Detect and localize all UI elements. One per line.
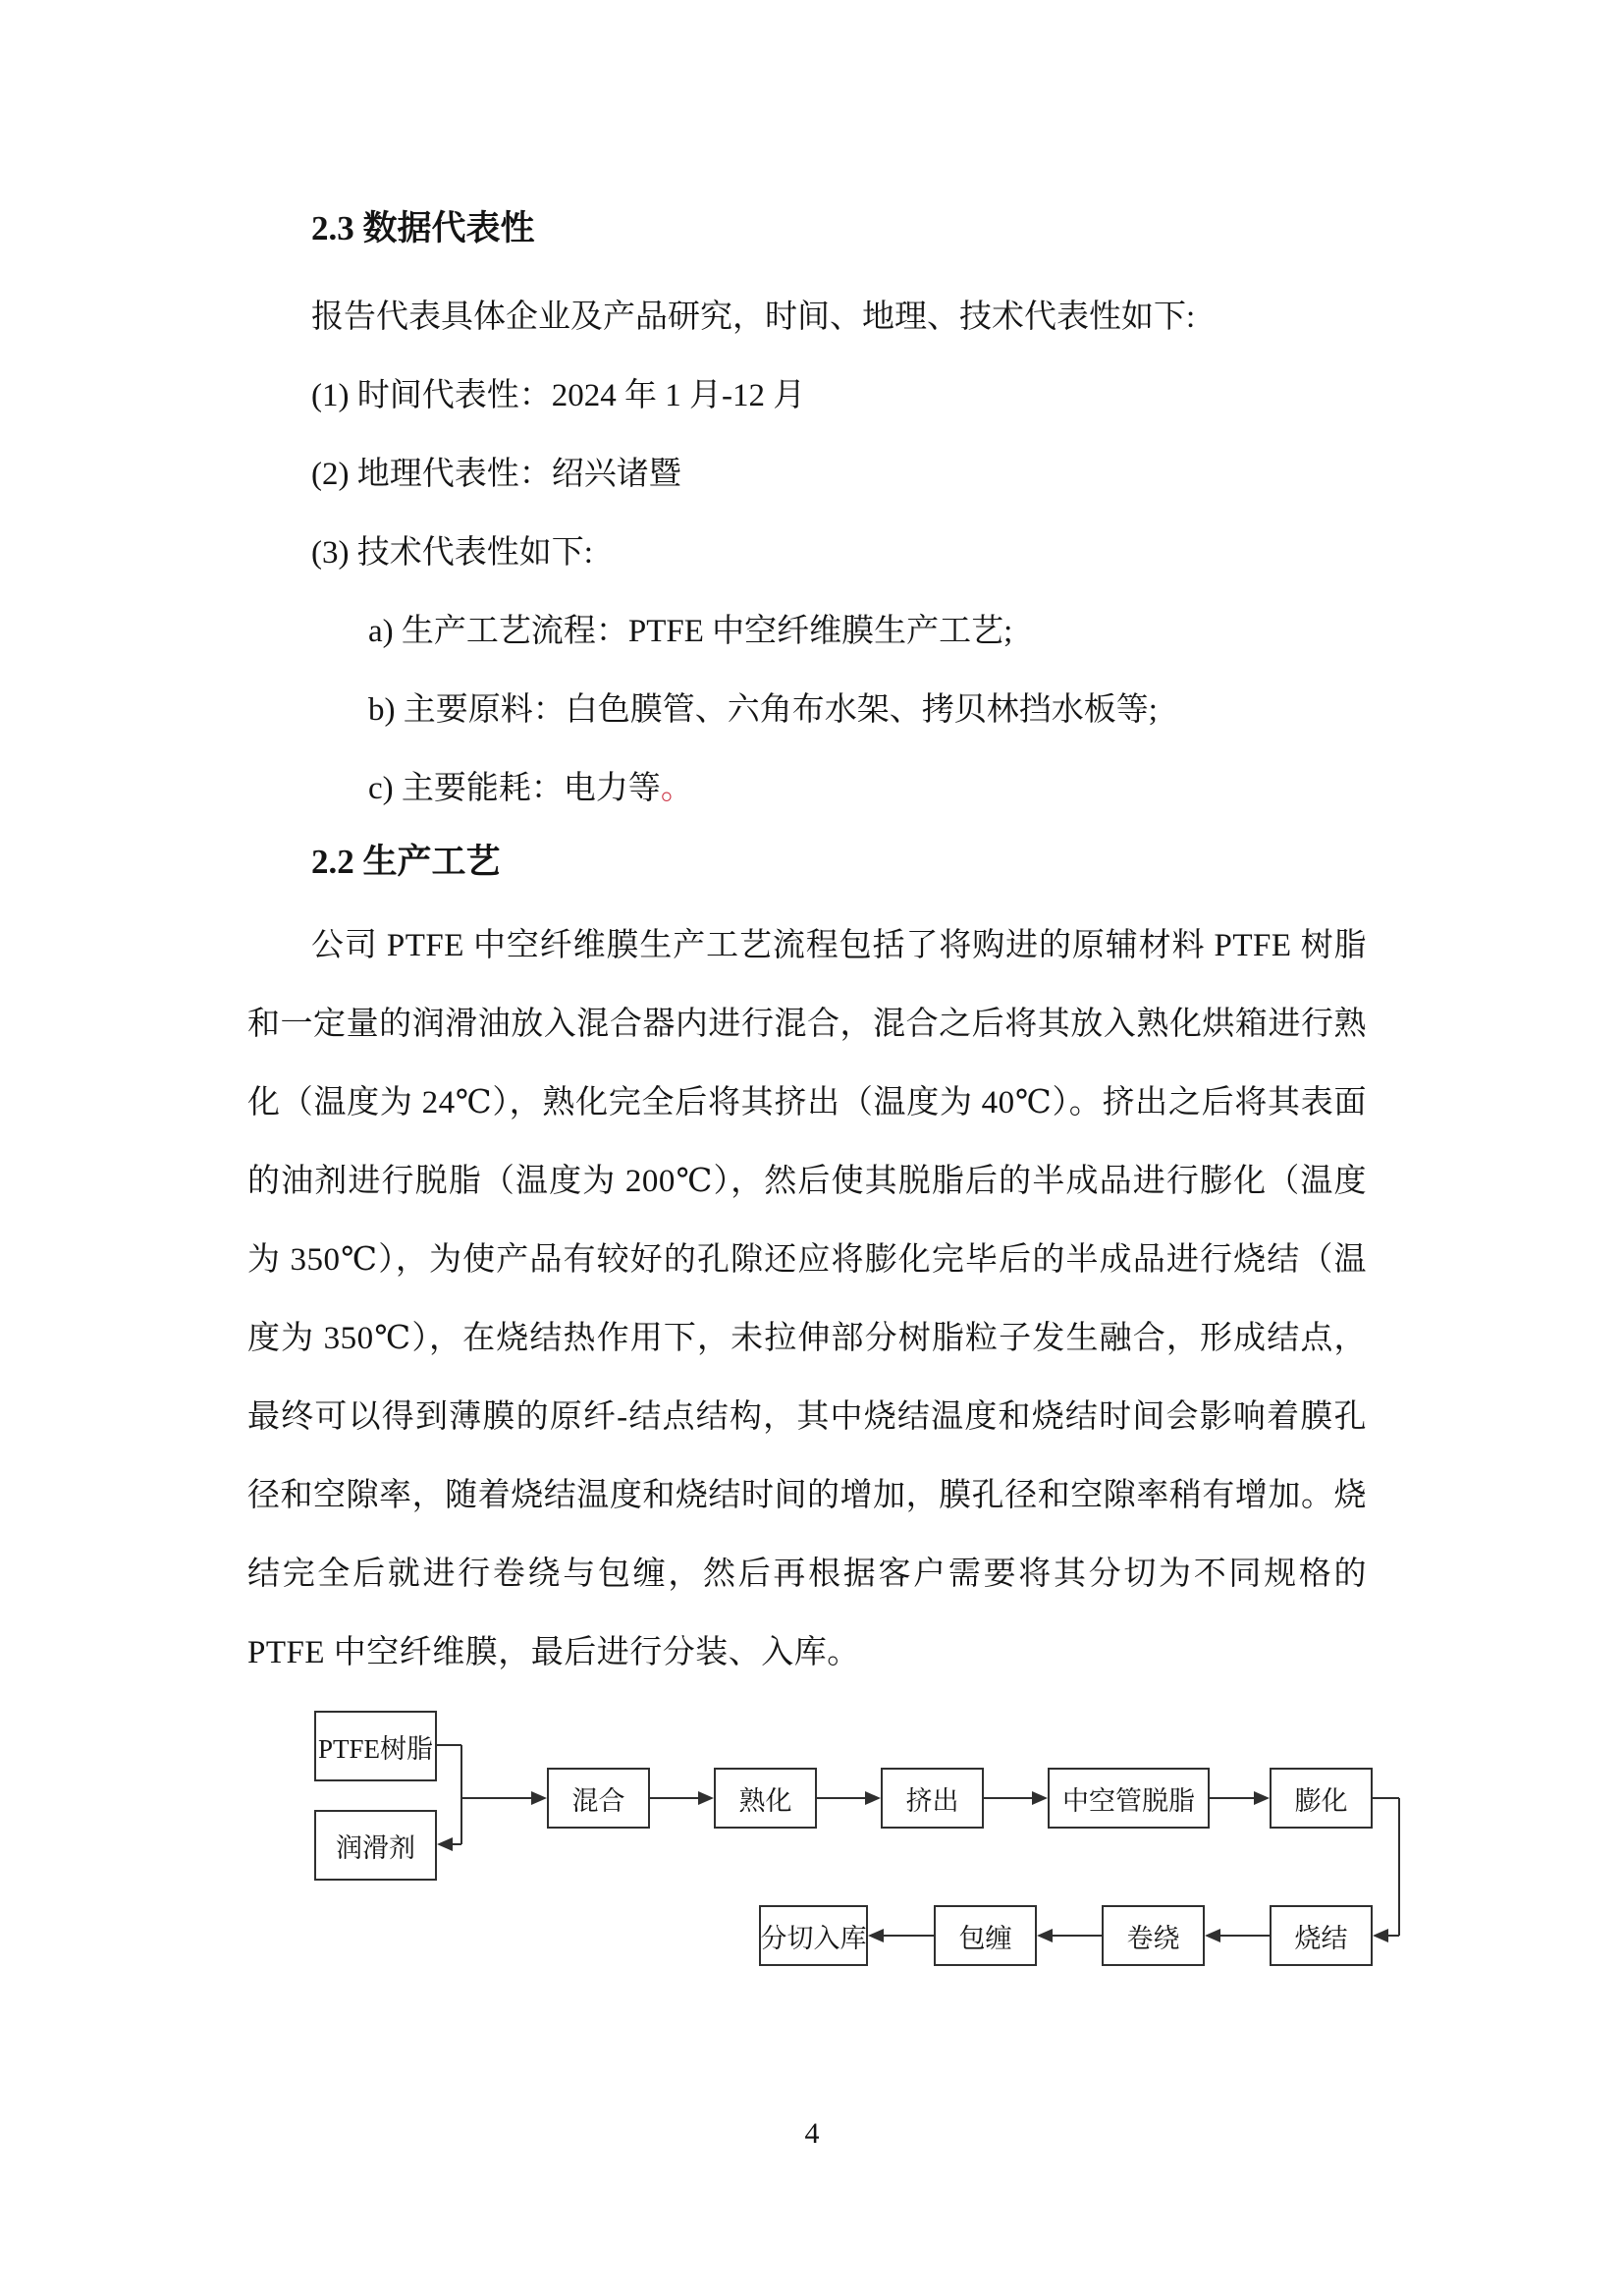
list-item-1: (1) 时间代表性：2024 年 1 月-12 月 xyxy=(311,378,806,413)
flow-node-degreasing: 中空管脱脂 xyxy=(1048,1768,1210,1829)
intro-paragraph: 报告代表具体企业及产品研究，时间、地理、技术代表性如下: xyxy=(311,300,1196,335)
arrow-degreasing-to-expansion xyxy=(1210,1791,1270,1805)
flow-node-expansion: 膨化 xyxy=(1270,1768,1373,1829)
arrow-sintering-to-winding xyxy=(1205,1929,1270,1942)
flow-node-lubricant: 润滑剂 xyxy=(314,1810,437,1881)
arrow-mixing-to-aging xyxy=(650,1791,714,1805)
page-number: 4 xyxy=(804,2117,820,2150)
list-item-2: (2) 地理代表性：绍兴诸暨 xyxy=(311,457,681,492)
connector-resin-lubricant xyxy=(437,1745,461,1851)
flow-node-ptfe-resin: PTFE树脂 xyxy=(314,1711,437,1781)
flow-node-mixing: 混合 xyxy=(547,1768,650,1829)
connector-expansion-to-sintering xyxy=(1373,1798,1399,1942)
sub-item-c-period: 。 xyxy=(660,771,693,806)
flow-node-winding: 卷绕 xyxy=(1102,1905,1205,1966)
flow-node-extrusion: 挤出 xyxy=(881,1768,984,1829)
flow-node-slitting: 分切入库 xyxy=(759,1905,868,1966)
arrow-extrusion-to-degreasing xyxy=(984,1791,1048,1805)
flow-node-wrapping: 包缠 xyxy=(934,1905,1037,1966)
arrow-winding-to-wrapping xyxy=(1037,1929,1102,1942)
sub-item-b: b) 主要原料：白色膜管、六角布水架、拷贝林挡水板等; xyxy=(368,692,1158,728)
process-paragraph: 公司 PTFE 中空纤维膜生产工艺流程包括了将购进的原辅材料 PTFE 树脂和一定量的润滑油放入混合器内进行混合，混合之后将其放入熟化烘箱进行熟化（温度为 24℃），熟化完全后将其挤出（温度为 40℃）。挤出之后将其表面的油剂进行脱脂（温度为 200℃），然后使其脱脂后的半成品进行膨化（温度为 350℃），为使产品有较好的孔隙还应将膨化完毕后的半成品进行烧结（温度为 350℃），在烧结热作用下，未拉伸部分树脂粒子发生融合，形成结点，最终可以得到薄膜的原纤-结点结构，其中烧结温度和烧结时间会影响着膜孔径和空隙率，随着烧结温度和烧结时间的增加，膜孔径和空隙率稍有增加。烧结完全后就进行卷绕与包缠，然后再根据客户需要将其分切为不同规格的 PTFE 中空纤维膜，最后进行分装、入库。 xyxy=(247,928,1367,1670)
section-heading-2-3: 2.3 数据代表性 xyxy=(311,209,535,247)
sub-item-a: a) 生产工艺流程：PTFE 中空纤维膜生产工艺; xyxy=(368,614,1013,649)
sub-item-c-text: c) 主要能耗：电力等 xyxy=(368,771,661,806)
arrow-aging-to-extrusion xyxy=(817,1791,881,1805)
flow-node-sintering: 烧结 xyxy=(1270,1905,1373,1966)
arrow-junction-to-mixing xyxy=(461,1791,547,1805)
flow-node-aging: 熟化 xyxy=(714,1768,817,1829)
arrow-wrapping-to-slitting xyxy=(868,1929,934,1942)
section-heading-2-2: 2.2 生产工艺 xyxy=(311,843,501,881)
list-item-3: (3) 技术代表性如下: xyxy=(311,535,593,571)
